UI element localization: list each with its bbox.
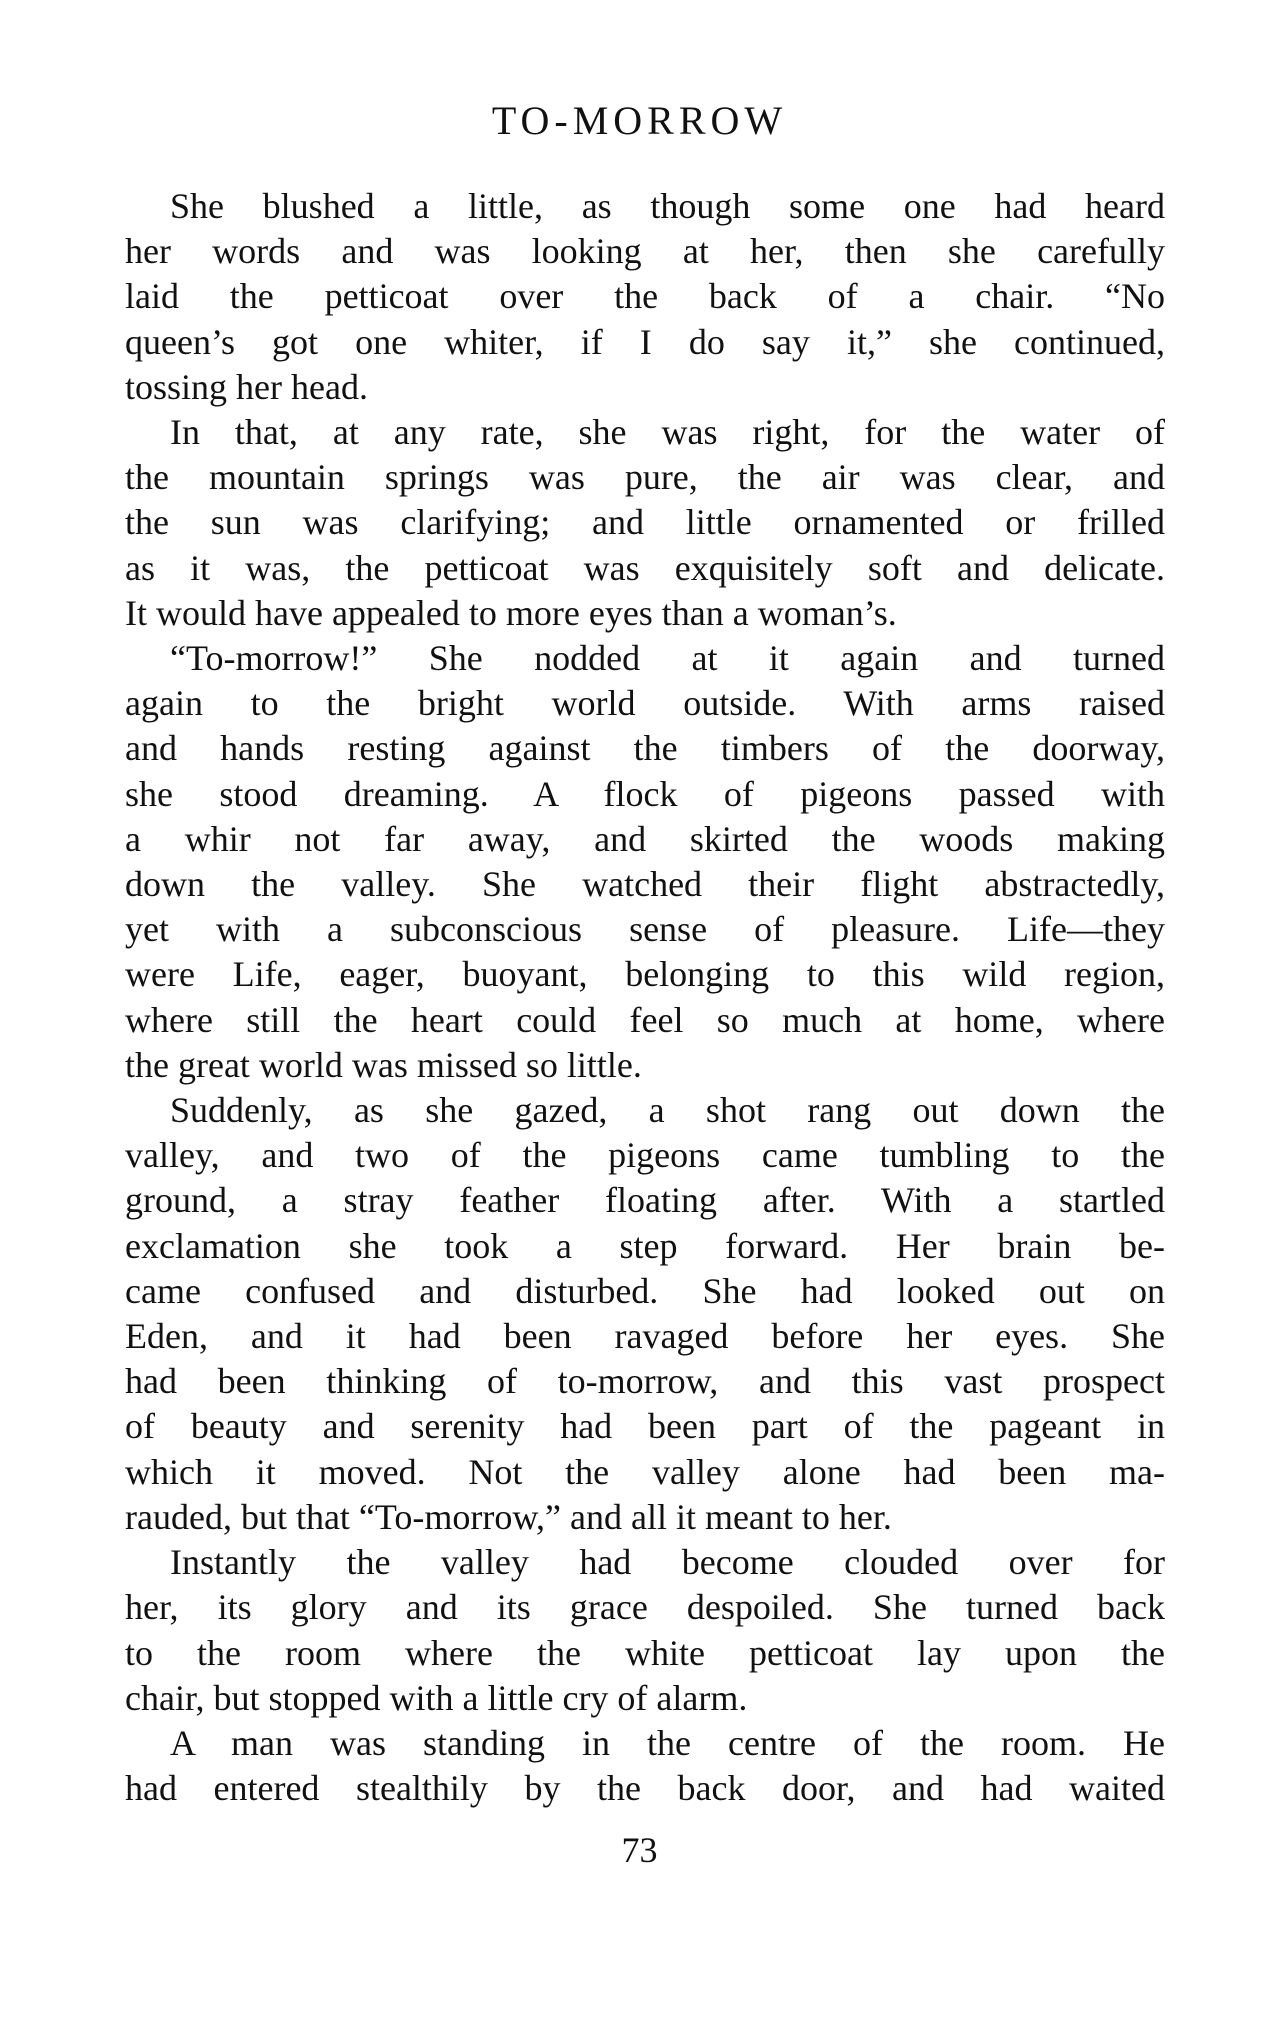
text-line: a whir not far away, and skirted the woods making <box>125 818 1165 859</box>
text-line: the mountain springs was pure, the air was clear, and <box>125 457 1165 498</box>
text-line: “To-morrow!” She nodded at it again and turned <box>170 638 1165 679</box>
text-line: Instantly the valley had become clouded over for <box>170 1542 1165 1583</box>
text-line: laid the petticoat over the back of a chair. “No <box>125 276 1165 317</box>
text-line: as it was, the petticoat was exquisitely soft and delicate. <box>125 547 1165 588</box>
text-line: Eden, and it had been ravaged before her eyes. She <box>125 1316 1165 1357</box>
text-line: had entered stealthily by the back door, and had waited <box>125 1768 1165 1809</box>
running-head-title: TO-MORROW <box>491 98 788 143</box>
text-line: and hands resting against the timbers of the doorway, <box>125 728 1165 769</box>
text-line: where still the heart could feel so much at home, where <box>125 999 1165 1040</box>
text-line: Suddenly, as she gazed, a shot rang out down the <box>170 1090 1165 1131</box>
text-line: again to the bright world outside. With arms raised <box>125 683 1165 724</box>
text-line: her, its glory and its grace despoiled. She turned back <box>125 1587 1165 1628</box>
text-line: down the valley. She watched their flight abstractedly, <box>125 864 1165 905</box>
paragraph-2 <box>125 410 1165 636</box>
text-line: chair, but stopped with a little cry of alarm. <box>125 1677 748 1718</box>
text-line: ground, a stray feather floating after. With a startled <box>125 1180 1165 1221</box>
text-line: valley, and two of the pigeons came tumbling to the <box>125 1135 1165 1176</box>
text-line: she stood dreaming. A flock of pigeons passed with <box>125 773 1165 814</box>
text-line: the great world was missed so little. <box>125 1044 642 1085</box>
text-line: her words and was looking at her, then she carefully <box>125 231 1165 272</box>
text-line: It would have appealed to more eyes than a woman’s. <box>125 592 897 633</box>
text-line: of beauty and serenity had been part of the pageant in <box>125 1406 1165 1447</box>
text-line: In that, at any rate, she was right, for the water of <box>170 412 1165 453</box>
paragraph-5 <box>125 1540 1165 1721</box>
text-line: were Life, eager, buoyant, belonging to this wild region, <box>125 954 1165 995</box>
body-text <box>125 184 1165 1811</box>
paragraph-4 <box>125 1088 1165 1540</box>
text-line: to the room where the white petticoat lay upon the <box>125 1632 1165 1673</box>
text-line: which it moved. Not the valley alone had been ma- <box>125 1451 1165 1492</box>
text-line: rauded, but that “To-morrow,” and all it meant to her. <box>125 1496 892 1537</box>
text-line: tossing her head. <box>125 366 368 407</box>
text-line: A man was standing in the centre of the room. He <box>170 1722 1165 1763</box>
text-line: queen’s got one whiter, if I do say it,” she continued, <box>125 321 1165 362</box>
paragraph-3 <box>125 636 1165 1088</box>
text-line: exclamation she took a step forward. Her brain be- <box>125 1225 1165 1266</box>
text-line: had been thinking of to-morrow, and this vast prospect <box>125 1361 1165 1402</box>
page-number: 73 <box>621 1830 658 1870</box>
text-line: came confused and disturbed. She had looked out on <box>125 1270 1165 1311</box>
text-line: the sun was clarifying; and little ornamented or frilled <box>125 502 1165 543</box>
paragraph-1 <box>125 184 1165 410</box>
text-line: She blushed a little, as though some one had heard <box>170 186 1165 226</box>
text-line: yet with a subconscious sense of pleasure. Life—they <box>125 909 1165 950</box>
paragraph-6 <box>125 1721 1165 1811</box>
